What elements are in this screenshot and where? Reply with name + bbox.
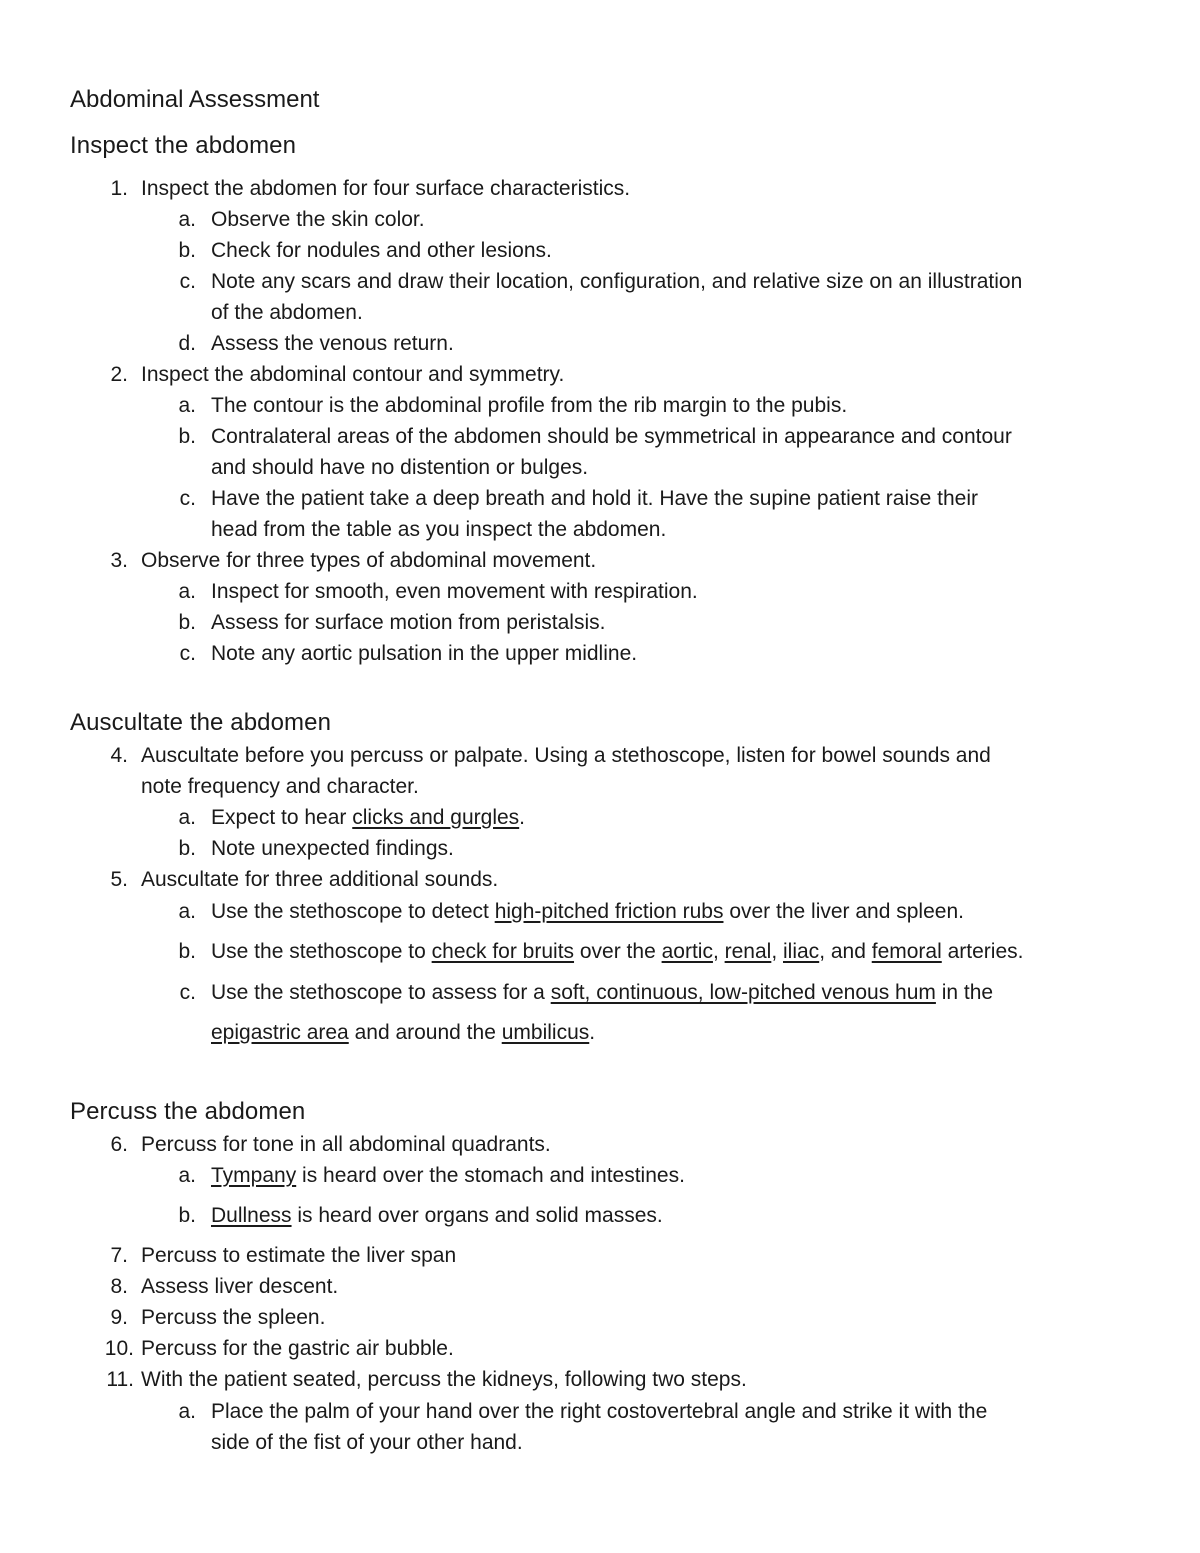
underlined-term: Dullness xyxy=(211,1204,292,1227)
list-item: Observe for three types of abdominal movement. xyxy=(141,549,597,572)
sub-list-item xyxy=(211,1164,685,1188)
list-number: 7. xyxy=(110,1244,128,1267)
sub-list-item xyxy=(211,940,1023,964)
list-item: Percuss to estimate the liver span xyxy=(141,1244,457,1267)
sub-list-item-continuation: head from the table as you inspect the abdomen. xyxy=(211,518,667,541)
list-number: 1. xyxy=(110,177,128,200)
underlined-term: check for bruits xyxy=(431,940,575,963)
list-item: With the patient seated, percuss the kidneys, following two steps. xyxy=(141,1368,747,1391)
sub-list-item: Have the patient take a deep breath and hold it. Have the supine patient raise their xyxy=(211,487,979,510)
text-run: is heard over organs and solid masses. xyxy=(291,1204,663,1227)
text-run: Expect to hear xyxy=(211,806,353,829)
sub-list-label: c. xyxy=(179,270,196,293)
underlined-term: soft, continuous, low-pitched venous hum xyxy=(550,981,936,1004)
text-run: , xyxy=(712,940,725,963)
underlined-term: femoral xyxy=(871,940,942,963)
list-item: Auscultate before you percuss or palpate. Using a stethoscope, listen for bowel sounds and xyxy=(141,744,991,767)
sub-list-label: c. xyxy=(179,487,196,510)
list-item-continuation: note frequency and character. xyxy=(141,775,419,798)
list-number: 11. xyxy=(106,1368,134,1391)
sub-list-label: b. xyxy=(178,1204,196,1227)
text-run: , xyxy=(771,940,783,963)
sub-list-item: Note any scars and draw their location, configuration, and relative size on an illustration xyxy=(211,270,1023,293)
list-number: 6. xyxy=(110,1133,128,1156)
underlined-term: clicks and gurgles xyxy=(352,806,520,829)
sub-list-label: a. xyxy=(178,900,196,923)
sub-list-label: b. xyxy=(178,837,196,860)
underlined-term: Tympany xyxy=(211,1164,297,1187)
underlined-term: iliac xyxy=(783,940,820,963)
list-number: 3. xyxy=(110,549,128,572)
section-heading-inspect: Inspect the abdomen xyxy=(70,132,297,159)
list-item: Percuss the spleen. xyxy=(141,1306,326,1329)
underlined-term: aortic xyxy=(661,940,713,963)
sub-list-item-continuation: of the abdomen. xyxy=(211,301,363,324)
sub-list-item: Observe the skin color. xyxy=(211,208,425,231)
list-item: Percuss for the gastric air bubble. xyxy=(141,1337,454,1360)
list-number: 8. xyxy=(110,1275,128,1298)
underlined-term: high-pitched friction rubs xyxy=(494,900,724,923)
sub-list-label: a. xyxy=(178,580,196,603)
sub-list-item-continuation: side of the fist of your other hand. xyxy=(211,1431,523,1454)
sub-list-item xyxy=(211,806,525,830)
sub-list-item: Place the palm of your hand over the right costovertebral angle and strike it with the xyxy=(211,1400,988,1423)
text-run: Use the stethoscope to xyxy=(211,940,432,963)
sub-list-item-continuation xyxy=(211,1021,595,1045)
sub-list-label: d. xyxy=(178,332,196,355)
text-run: . xyxy=(519,806,526,829)
sub-list-item xyxy=(211,981,993,1005)
underlined-term: renal xyxy=(724,940,772,963)
list-number: 5. xyxy=(110,868,128,891)
text-run: arteries. xyxy=(941,940,1024,963)
document-title: Abdominal Assessment xyxy=(70,86,320,113)
text-run: and around the xyxy=(348,1021,502,1044)
sub-list-label: a. xyxy=(178,394,196,417)
sub-list-label: a. xyxy=(178,1400,196,1423)
sub-list-item: Note unexpected findings. xyxy=(211,837,454,860)
sub-list-label: a. xyxy=(178,1164,196,1187)
sub-list-label: a. xyxy=(178,806,196,829)
underlined-term: umbilicus xyxy=(501,1021,590,1044)
sub-list-item: Assess the venous return. xyxy=(211,332,454,355)
sub-list-item: Inspect for smooth, even movement with respiration. xyxy=(211,580,698,603)
list-item: Inspect the abdomen for four surface characteristics. xyxy=(141,177,631,200)
list-number: 2. xyxy=(110,363,128,386)
list-number: 9. xyxy=(110,1306,128,1329)
text-run: over the liver and spleen. xyxy=(723,900,964,923)
sub-list-label: b. xyxy=(178,611,196,634)
sub-list-label: c. xyxy=(179,642,196,665)
sub-list-label: c. xyxy=(179,981,196,1004)
text-run: . xyxy=(589,1021,596,1044)
list-item: Inspect the abdominal contour and symmetry. xyxy=(141,363,565,386)
sub-list-item xyxy=(211,900,964,924)
sub-list-item: Assess for surface motion from peristalsis. xyxy=(211,611,606,634)
sub-list-item-continuation: and should have no distention or bulges. xyxy=(211,456,589,479)
sub-list-item: The contour is the abdominal profile from the rib margin to the pubis. xyxy=(211,394,848,417)
sub-list-item: Contralateral areas of the abdomen should be symmetrical in appearance and contour xyxy=(211,425,1012,448)
text-run: , and xyxy=(819,940,872,963)
sub-list-label: b. xyxy=(178,239,196,262)
list-item: Auscultate for three additional sounds. xyxy=(141,868,499,891)
section-heading-auscultate: Auscultate the abdomen xyxy=(70,709,332,736)
sub-list-label: b. xyxy=(178,425,196,448)
sub-list-item: Check for nodules and other lesions. xyxy=(211,239,552,262)
sub-list-item: Note any aortic pulsation in the upper midline. xyxy=(211,642,638,665)
text-run: Use the stethoscope to detect xyxy=(211,900,495,923)
text-run: in the xyxy=(935,981,994,1004)
list-item: Percuss for tone in all abdominal quadrants. xyxy=(141,1133,551,1156)
list-number: 10. xyxy=(104,1337,134,1360)
list-item: Assess liver descent. xyxy=(141,1275,339,1298)
list-number: 4. xyxy=(110,744,128,767)
sub-list-label: a. xyxy=(178,208,196,231)
section-heading-percuss: Percuss the abdomen xyxy=(70,1098,306,1125)
text-run: is heard over the stomach and intestines. xyxy=(296,1164,685,1187)
sub-list-label: b. xyxy=(178,940,196,963)
text-run: Use the stethoscope to assess for a xyxy=(211,981,551,1004)
text-run: over the xyxy=(574,940,662,963)
underlined-term: epigastric area xyxy=(211,1021,349,1044)
sub-list-item xyxy=(211,1204,663,1228)
